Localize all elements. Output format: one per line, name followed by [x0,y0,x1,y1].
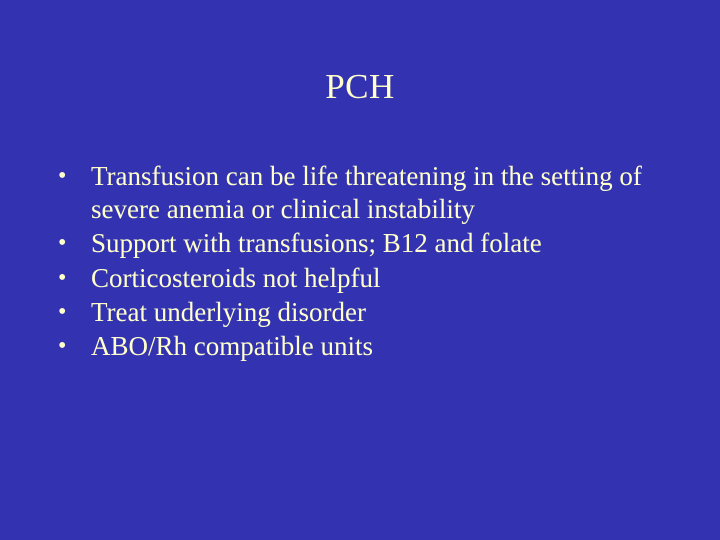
list-item [48,296,678,329]
page-title: PCH [325,67,395,106]
list-item [48,262,678,295]
list-item [48,227,678,260]
list-item-text: Transfusion can be life threatening in the setting of severe anemia or clinical instability [91,161,642,225]
list-item-text: Treat underlying disorder [91,296,366,327]
list-item-text: Support with transfusions; B12 and folate [91,228,542,259]
list-item-text: ABO/Rh compatible units [91,331,373,362]
bullet-dot-icon: • [58,163,67,189]
bullet-dot-icon: • [58,333,67,360]
list-item-text: Corticosteroids not helpful [91,262,381,293]
bullet-dot-icon: • [58,298,67,325]
bullet-dot-icon: • [58,264,67,291]
slide-body [48,160,678,364]
bullet-dot-icon: • [58,230,67,257]
list-item [48,330,678,363]
list-item [48,160,678,226]
bullet-list [48,160,678,363]
